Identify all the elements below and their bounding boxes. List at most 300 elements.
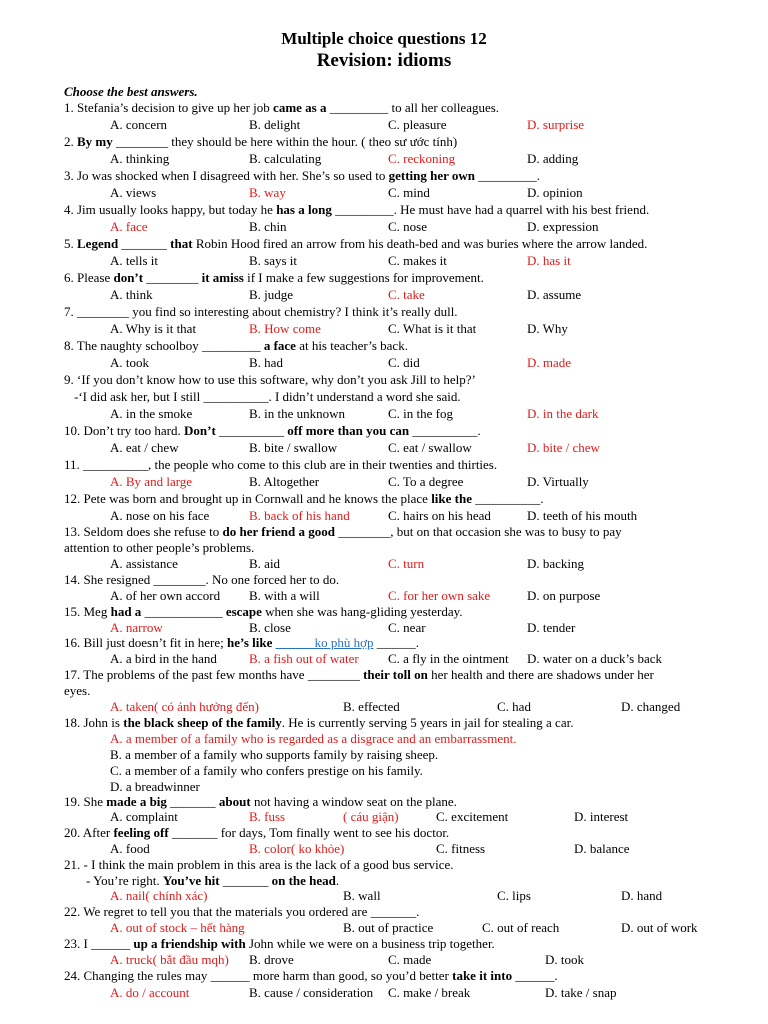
text-line [249, 985, 373, 1001]
text-line [388, 185, 430, 201]
text-run: C. a fly in the ointment [388, 651, 509, 666]
text-run: ____________ [141, 604, 226, 619]
text-line [110, 355, 149, 371]
text-run: A. thinking [110, 151, 170, 166]
text-run: B. calculating [249, 151, 322, 166]
text-run: D. assume [527, 287, 582, 302]
text-run: 18. John is [64, 715, 124, 730]
text-line [249, 620, 291, 636]
text-run: 12. Pete was born and brought up in Cornwall and he knows the place [64, 491, 432, 506]
text-run: 7. ________ you find so interesting about chemistry? I think it’s really dull. [64, 304, 458, 319]
text-run: 14. She resigned ________. No one forced her to do. [64, 572, 340, 587]
text-line [388, 321, 476, 337]
text-run: C. out of reach [482, 920, 560, 935]
text-line [527, 287, 581, 303]
text-run: 16. Bill just doesn’t fit in here; [64, 635, 227, 650]
text-line [343, 809, 399, 825]
text-run: C. for her own sake [388, 588, 491, 603]
text-run: C. excitement [436, 809, 509, 824]
text-run: A. eat / chew [110, 440, 179, 455]
text-run: B. wall [343, 888, 381, 903]
text-run: D. Why [527, 321, 568, 336]
text-run: D. Virtually [527, 474, 589, 489]
text-line [110, 406, 192, 422]
text-run: B. Altogether [249, 474, 320, 489]
text-line [527, 355, 571, 371]
text-run: 19. She [64, 794, 107, 809]
text-line [388, 508, 491, 524]
text-line [249, 556, 280, 572]
text-line [527, 620, 575, 636]
text-run: the black sheep of the family [123, 715, 282, 730]
text-line [249, 841, 344, 857]
text-run: a face [263, 338, 296, 353]
text-run: A. out of stock – hết hàng [110, 920, 245, 935]
text-run: eyes. [64, 683, 91, 698]
text-run: D. has it [527, 253, 571, 268]
text-run: . [335, 873, 340, 888]
text-run: A. a member of a family who is regarded as a disgrace and an embarrassment. [110, 731, 517, 746]
text-line [64, 572, 339, 588]
text-run: A. taken( có ảnh hưởng đến) [110, 699, 259, 714]
text-run: 11. __________, the people who come to this club are in their twenties and thirties. [64, 457, 498, 472]
text-run: D. on purpose [527, 588, 601, 603]
text-run: A. tells it [110, 253, 159, 268]
text-line [249, 474, 319, 490]
text-run: D. teeth of his mouth [527, 508, 638, 523]
text-line [527, 151, 578, 167]
text-run: -‘I did ask her, but I still __________. I didn’t understand a word she said. [74, 389, 461, 404]
text-run: D. bite / chew [527, 440, 600, 455]
text-line [388, 952, 431, 968]
text-line [436, 809, 508, 825]
text-line [249, 355, 283, 371]
text-line [64, 794, 457, 810]
text-run: ______. [512, 968, 558, 983]
text-run: C. turn [388, 556, 425, 571]
text-line [574, 809, 628, 825]
text-line [110, 219, 148, 235]
text-line [527, 219, 599, 235]
text-run: ______ko phù hợp [275, 635, 374, 650]
text-run: D. changed [621, 699, 681, 714]
text-line [110, 151, 169, 167]
text-run: C. hairs on his head [388, 508, 491, 523]
text-line [110, 920, 245, 936]
text-run: C. eat / swallow [388, 440, 472, 455]
text-line [64, 202, 649, 218]
text-line [388, 556, 424, 572]
text-run: D. in the dark [527, 406, 599, 421]
text-line [110, 809, 178, 825]
text-line [110, 699, 259, 715]
text-run: C. nose [388, 219, 427, 234]
text-run: B. back of his hand [249, 508, 350, 523]
text-line [64, 936, 495, 952]
text-run: 9. ‘If you don’t know how to use this software, why don’t you ask Jill to help?’ [64, 372, 476, 387]
text-run: it amiss [201, 270, 244, 285]
text-run: ________ they should be here within the hour. ( theo sư ước tính) [112, 134, 458, 149]
text-line [249, 406, 345, 422]
text-run: _______ for days, Tom finally went to see his doctor. [168, 825, 450, 840]
text-run: Choose the best answers. [64, 84, 198, 99]
text-line [545, 952, 584, 968]
text-run: D. adding [527, 151, 579, 166]
text-line [64, 667, 654, 683]
text-run: A. By and large [110, 474, 193, 489]
text-line [110, 841, 150, 857]
text-run: 1. Stefania’s decision to give up her job [64, 100, 274, 115]
text-run: 13. Seldom does she refuse to [64, 524, 223, 539]
text-run: A. do / account [110, 985, 190, 1000]
text-line [497, 699, 531, 715]
text-line [527, 321, 568, 337]
text-run: take it into [452, 968, 513, 983]
text-run: C. did [388, 355, 420, 370]
text-line [64, 968, 558, 984]
text-run: B. delight [249, 117, 301, 132]
text-run: D. out of work [621, 920, 698, 935]
text-run: C. fitness [436, 841, 486, 856]
text-run: D. made [527, 355, 572, 370]
text-run: _________. [475, 168, 541, 183]
text-run: A. face [110, 219, 148, 234]
text-run: don’t [113, 270, 144, 285]
text-line [388, 474, 463, 490]
text-run: has a long [276, 202, 332, 217]
text-run: D. took [545, 952, 584, 967]
text-run: A. Why is it that [110, 321, 197, 336]
text-line [110, 508, 209, 524]
text-run: John while we were on a business trip together. [245, 936, 495, 951]
text-line [249, 287, 293, 303]
text-line [110, 253, 158, 269]
text-run: 10. Don’t try too hard. [64, 423, 184, 438]
text-line [110, 888, 207, 904]
text-run: B. had [249, 355, 283, 370]
text-run: D. balance [574, 841, 630, 856]
text-run: on the head [271, 873, 336, 888]
text-line [343, 888, 381, 904]
text-run: C. lips [497, 888, 531, 903]
text-line [64, 168, 540, 184]
text-run: B. a member of a family who supports family by raising sheep. [110, 747, 439, 762]
text-line [388, 651, 509, 667]
text-line [527, 406, 598, 422]
document-title: Multiple choice questions 12 [281, 29, 487, 48]
text-line [64, 134, 457, 150]
text-run: D. hand [621, 888, 663, 903]
text-line [388, 287, 425, 303]
text-line [249, 151, 321, 167]
text-line [110, 287, 153, 303]
text-run: 3. Jo was shocked when I disagreed with her. She’s so used to [64, 168, 389, 183]
text-line [497, 888, 531, 904]
text-run: B. fuss [249, 809, 286, 824]
text-run: C. a member of a family who confers prestige on his family. [110, 763, 423, 778]
text-line [110, 651, 217, 667]
text-line [574, 841, 630, 857]
text-line [388, 588, 490, 604]
text-line [545, 985, 616, 1001]
text-run: B. says it [249, 253, 298, 268]
text-line [343, 920, 433, 936]
text-line [527, 185, 583, 201]
text-run: __________. [409, 423, 481, 438]
text-run: C. pleasure [388, 117, 447, 132]
text-run: D. a breadwinner [110, 779, 200, 794]
text-run: Legend [77, 236, 119, 251]
text-run: D. tender [527, 620, 576, 635]
text-run: A. nose on his face [110, 508, 210, 523]
text-run: 20. After [64, 825, 114, 840]
text-line [249, 508, 350, 524]
text-run: her health and there are shadows under her [427, 667, 654, 682]
text-run: D. backing [527, 556, 585, 571]
text-run: A. concern [110, 117, 168, 132]
text-line [64, 904, 419, 920]
text-run: B. aid [249, 556, 281, 571]
text-line [110, 731, 516, 747]
text-run: C. made [388, 952, 432, 967]
text-line [249, 809, 285, 825]
text-run: C. near [388, 620, 426, 635]
text-run: A. views [110, 185, 157, 200]
text-line [249, 588, 320, 604]
text-run: B. drove [249, 952, 294, 967]
text-line [249, 651, 359, 667]
text-run: A. took [110, 355, 149, 370]
text-line [621, 888, 662, 904]
text-run: 2. [64, 134, 77, 149]
text-run: came as a [273, 100, 327, 115]
text-line [86, 873, 339, 889]
text-line [482, 920, 559, 936]
text-run: A. truck( bắt đầu mqh) [110, 952, 229, 967]
text-line [64, 683, 90, 699]
text-run: B. judge [249, 287, 294, 302]
text-line [64, 715, 573, 731]
text-line [388, 117, 446, 133]
text-run: Don’t [184, 423, 216, 438]
text-run: had a [110, 604, 142, 619]
text-run: B. effected [343, 699, 400, 714]
text-run: 22. We regret to tell you that the materials you ordered are _______. [64, 904, 420, 919]
text-run: D. interest [574, 809, 629, 824]
text-run: made a big [106, 794, 167, 809]
text-line [249, 253, 297, 269]
text-run: ________, but on that occasion she was to busy to pay [334, 524, 622, 539]
text-line [388, 253, 447, 269]
text-line [74, 389, 461, 405]
text-run: C. mind [388, 185, 430, 200]
text-run: B. with a will [249, 588, 320, 603]
text-line [110, 747, 438, 763]
text-run: 6. Please [64, 270, 114, 285]
text-run: like the [431, 491, 472, 506]
text-run: D. opinion [527, 185, 583, 200]
text-run: 8. The naughty schoolboy _________ [64, 338, 264, 353]
text-run: B. color( ko khỏe) [249, 841, 345, 856]
text-run: B. chin [249, 219, 287, 234]
text-line [64, 100, 499, 116]
text-line [110, 556, 178, 572]
text-run: ________ [143, 270, 202, 285]
text-run: C. What is it that [388, 321, 477, 336]
text-run: _______ [166, 794, 219, 809]
text-run: B. way [249, 185, 286, 200]
text-run: . He is currently serving 5 years in jail for stealing a car. [281, 715, 574, 730]
text-line [64, 457, 497, 473]
text-run: C. take [388, 287, 425, 302]
text-run: C. in the fog [388, 406, 453, 421]
text-run: A. a bird in the hand [110, 651, 217, 666]
text-run: C. makes it [388, 253, 447, 268]
text-run: ( cáu giận) [343, 809, 399, 824]
document-subtitle: Revision: idioms [316, 50, 452, 71]
text-line [527, 508, 637, 524]
text-run: You’ve hit [162, 873, 220, 888]
text-line [110, 185, 156, 201]
text-run: _________. He must have had a quarrel with his best friend. [331, 202, 650, 217]
text-line [64, 857, 454, 873]
text-run: 17. The problems of the past few months have ________ [64, 667, 364, 682]
text-line [249, 219, 287, 235]
text-line [527, 651, 662, 667]
text-line [388, 406, 453, 422]
text-run: D. water on a duck’s back [527, 651, 663, 666]
text-line [249, 117, 300, 133]
text-run: A. of her own accord [110, 588, 221, 603]
text-line [64, 270, 484, 286]
text-line [388, 151, 455, 167]
text-line [64, 825, 449, 841]
text-line [388, 620, 426, 636]
text-run: A. food [110, 841, 150, 856]
text-run: B. How come [249, 321, 321, 336]
text-line [110, 588, 220, 604]
text-line [436, 841, 485, 857]
text-run: C. had [497, 699, 531, 714]
text-run: Robin Hood fired an arrow from his death-bed and was buries where the arrow landed. [192, 236, 648, 251]
text-line [64, 604, 463, 620]
text-run: about [218, 794, 251, 809]
text-run: ______. [373, 635, 419, 650]
text-line [388, 355, 420, 371]
text-run: A. assistance [110, 556, 178, 571]
text-run: if I make a few suggestions for improvement. [243, 270, 484, 285]
text-run: attention to other people’s problems. [64, 540, 255, 555]
text-run: - You’re right. [86, 873, 163, 888]
text-run: B. in the unknown [249, 406, 346, 421]
text-line [64, 635, 419, 651]
text-run: feeling off [113, 825, 169, 840]
text-run: C. reckoning [388, 151, 456, 166]
text-line [388, 219, 427, 235]
text-line [110, 321, 196, 337]
text-line [64, 540, 254, 556]
text-line [110, 440, 179, 456]
text-run: C. To a degree [388, 474, 464, 489]
text-run: D. surprise [527, 117, 585, 132]
text-run: _______ [219, 873, 272, 888]
text-line [621, 920, 698, 936]
text-run: B. out of practice [343, 920, 434, 935]
text-run: A. complaint [110, 809, 178, 824]
text-line [64, 423, 481, 439]
text-run: B. bite / swallow [249, 440, 338, 455]
text-run: A. in the smoke [110, 406, 193, 421]
text-line [527, 117, 584, 133]
text-run: A. think [110, 287, 153, 302]
text-line [64, 236, 647, 252]
text-run: _________ to all her colleagues. [326, 100, 500, 115]
text-line [110, 117, 167, 133]
text-line [64, 524, 622, 540]
text-run: B. cause / consideration [249, 985, 374, 1000]
text-line [527, 253, 571, 269]
text-run: B. close [249, 620, 291, 635]
text-run: By my [77, 134, 113, 149]
text-run: 21. - I think the main problem in this area is the lack of a good bus service. [64, 857, 454, 872]
text-line [388, 440, 472, 456]
text-line [527, 440, 600, 456]
text-line [64, 84, 198, 100]
text-line [249, 952, 294, 968]
text-line [110, 779, 200, 795]
text-run: A. nail( chính xác) [110, 888, 208, 903]
text-line [64, 491, 544, 507]
text-line [621, 699, 680, 715]
text-line [527, 588, 600, 604]
text-run: not having a window seat on the plane. [250, 794, 457, 809]
text-run: 4. Jim usually looks happy, but today he [64, 202, 277, 217]
text-line [64, 304, 458, 320]
text-run: escape [225, 604, 262, 619]
text-run: D. expression [527, 219, 599, 234]
text-line [249, 440, 337, 456]
text-run: D. take / snap [545, 985, 617, 1000]
text-run: __________. [472, 491, 544, 506]
text-line [249, 185, 286, 201]
text-run: do her friend a good [222, 524, 335, 539]
text-line [64, 338, 408, 354]
text-run: 15. Meg [64, 604, 111, 619]
text-line [527, 556, 584, 572]
text-run: he’s like [226, 635, 273, 650]
text-run: off more than you can [287, 423, 410, 438]
text-line [110, 952, 229, 968]
text-run: 23. I ______ [64, 936, 134, 951]
text-line [110, 620, 163, 636]
text-run: 24. Changing the rules may ______ more harm than good, so you’d better [64, 968, 453, 983]
text-run: at his teacher’s back. [295, 338, 408, 353]
text-line [110, 763, 423, 779]
text-run: up a friendship with [133, 936, 246, 951]
text-line [110, 985, 189, 1001]
text-run: 5. [64, 236, 77, 251]
text-line [249, 321, 321, 337]
text-run: C. make / break [388, 985, 471, 1000]
text-run: that [170, 236, 193, 251]
text-run: getting her own [388, 168, 476, 183]
text-line [343, 699, 400, 715]
text-run: __________ [215, 423, 288, 438]
text-line [388, 985, 470, 1001]
text-run: B. a fish out of water [249, 651, 359, 666]
text-run: _______ [118, 236, 171, 251]
text-line [110, 474, 192, 490]
